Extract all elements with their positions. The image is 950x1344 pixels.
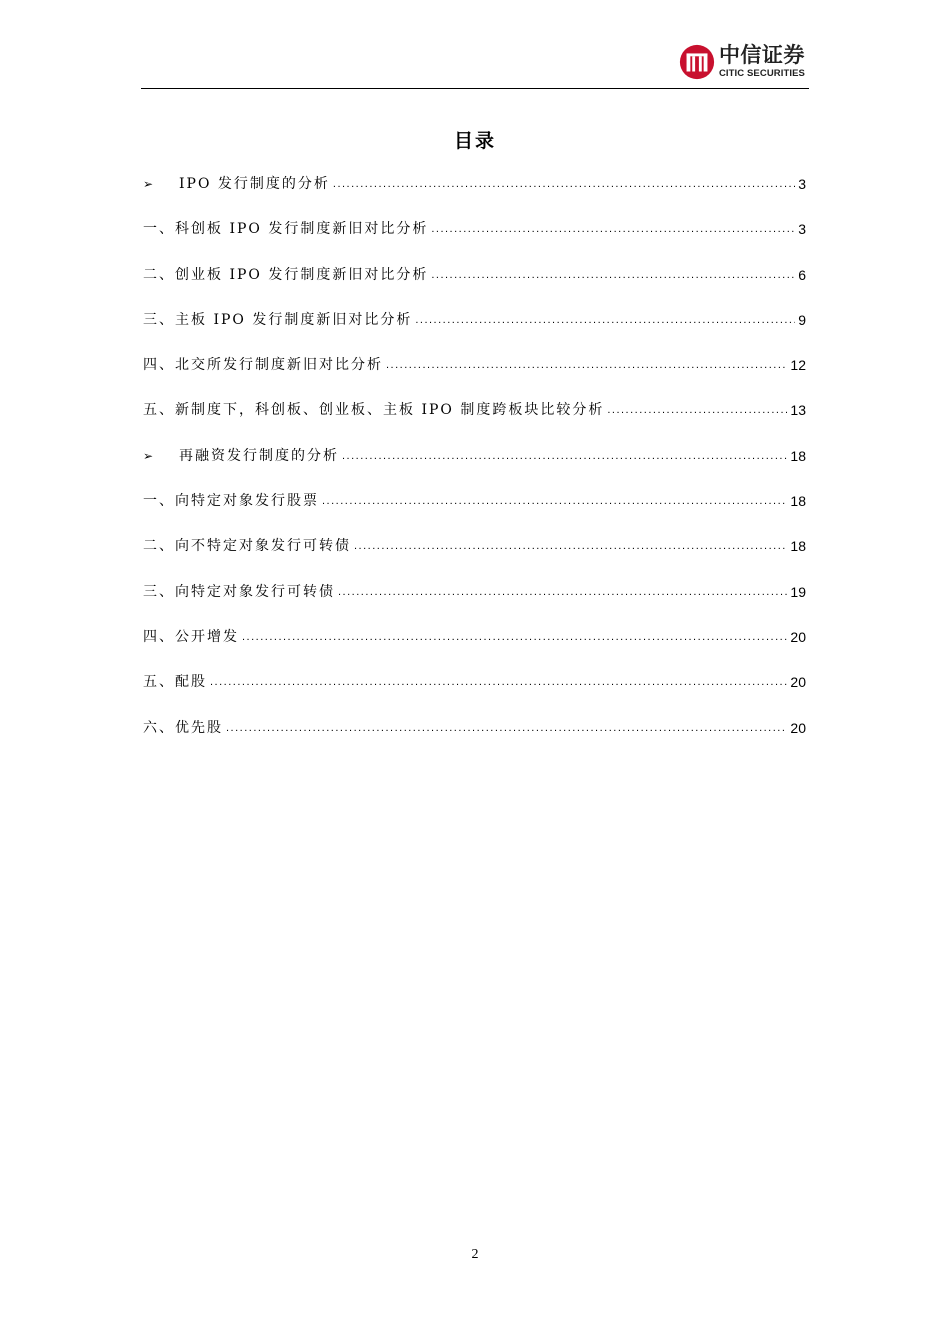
toc-entry-label: 三、向特定对象发行可转债 [143,583,335,600]
dot-leader [338,580,787,604]
dot-leader [210,670,787,694]
toc-entry-label: 三、主板 IPO 发行制度新旧对比分析 [143,311,413,328]
toc-entry-label: 六、优先股 [143,719,223,736]
toc-entry-page: 18 [790,538,806,555]
toc-entry[interactable] [143,444,806,489]
toc-entry[interactable] [143,489,806,534]
dot-leader [242,625,787,649]
dot-leader [354,534,787,558]
dot-leader [415,308,795,332]
toc-entry-page: 18 [790,493,806,510]
toc-entry-page: 3 [798,221,806,238]
toc-entry-page: 6 [798,266,806,283]
toc-entry[interactable] [143,353,806,398]
toc-entry[interactable] [143,670,806,715]
toc-entry-page: 13 [790,402,806,419]
dot-leader [607,398,787,422]
toc-entry[interactable] [143,217,806,262]
toc-entry-label: 再融资发行制度的分析 [179,447,339,464]
arrow-bullet-icon: ➢ [143,448,154,463]
toc-entry[interactable] [143,263,806,308]
citic-logo-icon [678,43,716,81]
dot-leader [386,353,787,377]
dot-leader [342,444,787,468]
toc-entry[interactable] [143,534,806,579]
logo-english-name: CITIC SECURITIES [718,68,805,80]
citic-logo [678,43,805,81]
toc-entry-label: 五、配股 [143,674,207,691]
toc-entry-page: 20 [790,674,806,691]
toc-entry-label: 四、北交所发行制度新旧对比分析 [143,357,383,374]
table-of-contents [143,172,806,761]
toc-entry-page: 19 [790,583,806,600]
toc-entry-label: 四、公开增发 [143,628,239,645]
toc-entry-page: 18 [790,447,806,464]
toc-entry[interactable] [143,398,806,443]
page-number: 2 [471,1247,479,1262]
arrow-bullet-icon: ➢ [143,177,154,191]
toc-entry[interactable] [143,625,806,670]
toc-entry-page: 20 [790,628,806,645]
logo-chinese-name: 中信证券 [718,43,805,68]
toc-entry[interactable] [143,172,806,217]
toc-entry-label: 二、向不特定对象发行可转债 [143,538,351,555]
dot-leader [322,489,787,513]
toc-entry-page: 12 [790,357,806,374]
toc-entry-page: 9 [798,311,806,328]
dot-leader [333,172,795,196]
toc-entry-page: 3 [798,176,806,192]
toc-entry-label: IPO 发行制度的分析 [179,176,330,192]
toc-entry[interactable] [143,308,806,353]
toc-entry-label: 二、创业板 IPO 发行制度新旧对比分析 [143,266,429,283]
toc-entry-page: 20 [790,719,806,736]
toc-title: 目录 [453,130,496,152]
dot-leader [226,716,787,740]
toc-entry-label: 一、向特定对象发行股票 [143,493,319,510]
dot-leader [431,263,795,287]
page-header [141,40,809,89]
toc-entry-label: 五、新制度下，科创板、创业板、主板 IPO 制度跨板块比较分析 [143,402,605,419]
toc-entry-label: 一、科创板 IPO 发行制度新旧对比分析 [143,221,429,238]
toc-entry[interactable] [143,580,806,625]
dot-leader [431,217,795,241]
toc-entry[interactable] [143,716,806,761]
